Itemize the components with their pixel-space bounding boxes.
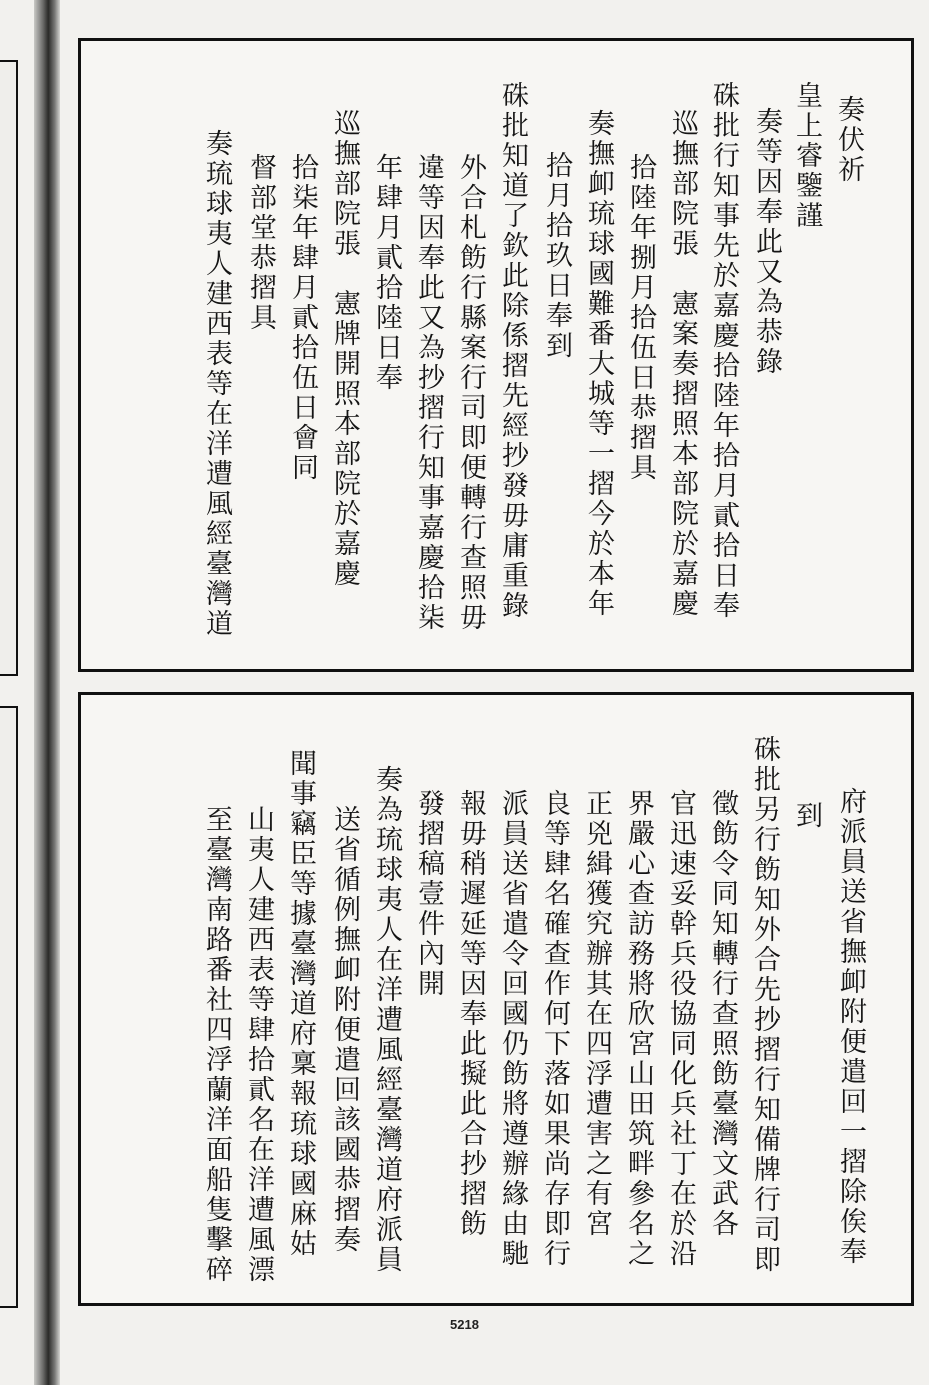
manuscript-column: 派員送省遣令回國仍飭將遵辦緣由馳 <box>497 789 528 1269</box>
previous-page-edge-bottom <box>0 706 18 1308</box>
manuscript-column: 報毋稍遲延等因奉此擬此合抄摺飭 <box>455 789 486 1239</box>
manuscript-column: 硃批另行飭知外合先抄摺行知備牌行司即 <box>749 735 780 1275</box>
manuscript-column: 徵飭令同知轉行查照飭臺灣文武各 <box>707 789 738 1239</box>
manuscript-column: 拾月拾玖日奉到 <box>541 151 572 361</box>
manuscript-column: 山夷人建西表等肆拾貳名在洋遭風漂 <box>243 805 274 1285</box>
manuscript-column: 奏琉球夷人建西表等在洋遭風經臺灣道 <box>201 129 232 639</box>
manuscript-column: 奏為琉球夷人在洋遭風經臺灣道府派員 <box>371 765 402 1275</box>
manuscript-column: 送省循例撫卹附便遣回該國恭摺奏 <box>329 805 360 1255</box>
manuscript-column: 巡撫部院張 憲案奏摺照本部院於嘉慶 <box>667 109 698 619</box>
manuscript-column: 拾陸年捌月拾伍日恭摺具 <box>625 153 656 483</box>
manuscript-column: 巡撫部院張 憲牌開照本部院於嘉慶 <box>329 109 360 589</box>
manuscript-column: 官迅速妥幹兵役協同化兵社丁在於沿 <box>665 789 696 1269</box>
manuscript-column: 硃批知道了欽此除係摺先經抄發毋庸重錄 <box>497 81 528 621</box>
bottom-manuscript-panel <box>78 692 914 1306</box>
book-gutter <box>34 0 60 1385</box>
manuscript-column: 奏撫卹琉球國難番大城等一摺今於本年 <box>583 109 614 619</box>
manuscript-column: 界嚴心查訪務將欣宮山田筑畔參名之 <box>623 789 654 1269</box>
manuscript-column: 督部堂恭摺具 <box>245 153 276 333</box>
manuscript-column: 至臺灣南路番社四浮蘭洋面船隻擊碎 <box>201 805 232 1285</box>
manuscript-column: 良等肆名確查作何下落如果尚存即行 <box>539 789 570 1269</box>
manuscript-column: 府派員送省撫卹附便遣回一摺除俟奉 <box>835 787 866 1267</box>
manuscript-column: 皇上睿鑒謹 <box>791 81 822 231</box>
previous-page-edge-top <box>0 60 18 676</box>
manuscript-column: 拾柒年肆月貳拾伍日會同 <box>287 153 318 483</box>
top-manuscript-panel <box>78 38 914 672</box>
manuscript-column: 硃批行知事先於嘉慶拾陸年拾月貳拾日奉 <box>708 81 739 621</box>
manuscript-column: 外合札飭行縣案行司即便轉行查照毋 <box>455 153 486 633</box>
manuscript-column: 聞事竊臣等據臺灣道府稟報琉球國麻姑 <box>285 749 316 1259</box>
manuscript-column: 奏等因奉此又為恭錄 <box>751 107 782 377</box>
manuscript-column: 年肆月貳拾陸日奉 <box>371 153 402 393</box>
manuscript-column: 奏伏祈 <box>833 95 864 185</box>
page-number: 5218 <box>450 1317 479 1332</box>
manuscript-column: 違等因奉此又為抄摺行知事嘉慶拾柒 <box>413 153 444 633</box>
manuscript-column: 正兇緝獲究辦其在四浮遭害之有宮 <box>581 789 612 1239</box>
manuscript-column: 發摺稿壹件內開 <box>413 789 444 999</box>
manuscript-column: 到 <box>791 801 822 831</box>
